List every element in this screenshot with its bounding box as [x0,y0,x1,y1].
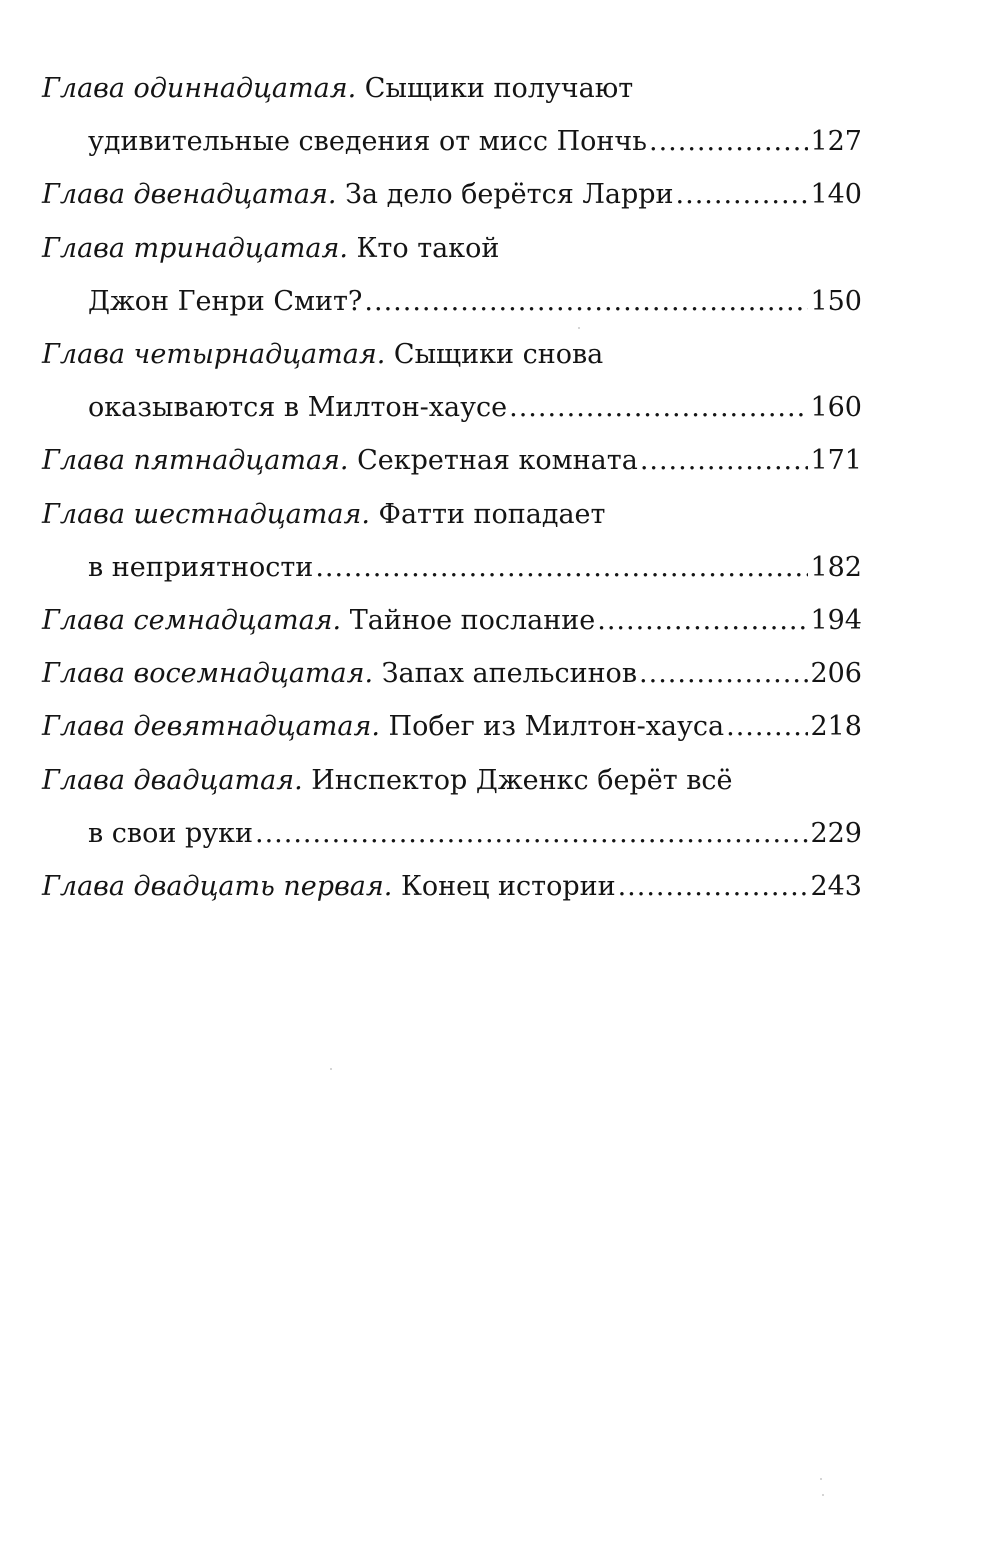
paper-speck [822,1494,824,1496]
leader-dots [618,871,809,902]
chapter-title: За дело берётся Ларри [345,179,674,211]
toc-entry-line [42,115,862,168]
toc-entry-line [42,222,862,275]
chapter-title: Фатти попадает [378,498,606,530]
toc-entry-line [42,62,862,115]
toc-entry-line [42,275,862,328]
chapter-number: Глава девятнадцатая. [42,711,380,743]
leader-dots [255,818,808,849]
paper-speck [330,1068,332,1070]
chapter-title: Джон Генри Смит? [88,285,363,317]
leader-dots [509,392,808,423]
page-number: 150 [810,285,862,317]
chapter-title: Сыщики получают [364,73,634,105]
chapter-number: Глава двенадцатая. [42,179,337,211]
chapter-number: Глава пятнадцатая. [42,445,349,477]
chapter-title: в неприятности [88,551,314,583]
leader-dots [640,445,809,476]
paper-speck [578,327,580,329]
chapter-title: Побег из Милтон-хауса [388,711,725,743]
chapter-title: Инспектор Дженкс берёт всё [311,764,733,796]
toc-entry-line [42,700,862,753]
chapter-number: Глава двадцать первая. [42,870,393,902]
chapter-number: Глава четырнадцатая. [42,339,386,371]
toc-entry-line [42,434,862,487]
chapter-number: Глава тринадцатая. [42,232,348,264]
leader-dots [364,286,808,317]
chapter-title: Конец истории [400,870,616,902]
page-number: 206 [810,658,862,690]
chapter-title: в свои руки [88,817,253,849]
toc-entry-line [42,328,862,381]
toc-entry-line [42,860,862,913]
page-number: 171 [810,445,862,477]
table-of-contents [42,62,862,913]
leader-dots [649,126,808,157]
page-number: 182 [810,551,862,583]
toc-entry-line [42,753,862,806]
toc-entry-line [42,647,862,700]
toc-entry-line [42,594,862,647]
page-number: 194 [810,604,862,636]
leader-dots [597,605,808,636]
chapter-title: оказываются в Милтон-хаусе [88,392,508,424]
leader-dots [726,711,808,742]
chapter-number: Глава восемнадцатая. [42,658,374,690]
chapter-title: Кто такой [356,232,500,264]
toc-entry-line [42,168,862,221]
leader-dots [639,658,808,689]
page-number: 243 [810,870,862,902]
chapter-title: Сыщики снова [393,339,604,371]
page-number: 127 [810,126,862,158]
chapter-title: удивительные сведения от мисс Пончь [88,126,647,158]
leader-dots [676,179,809,210]
chapter-title: Секретная комната [357,445,638,477]
chapter-number: Глава одиннадцатая. [42,73,357,105]
chapter-number: Глава шестнадцатая. [42,498,370,530]
chapter-number: Глава семнадцатая. [42,604,342,636]
page-number: 229 [810,817,862,849]
chapter-title: Тайное послание [349,604,596,636]
page-number: 140 [810,179,862,211]
toc-entry-line [42,541,862,594]
toc-entry-line [42,381,862,434]
chapter-number: Глава двадцатая. [42,764,303,796]
chapter-title: Запах апельсинов [381,658,638,690]
toc-entry-line [42,488,862,541]
page-number: 160 [810,392,862,424]
toc-entry-line [42,807,862,860]
paper-speck [820,1478,822,1480]
page-number: 218 [810,711,862,743]
leader-dots [315,552,808,583]
